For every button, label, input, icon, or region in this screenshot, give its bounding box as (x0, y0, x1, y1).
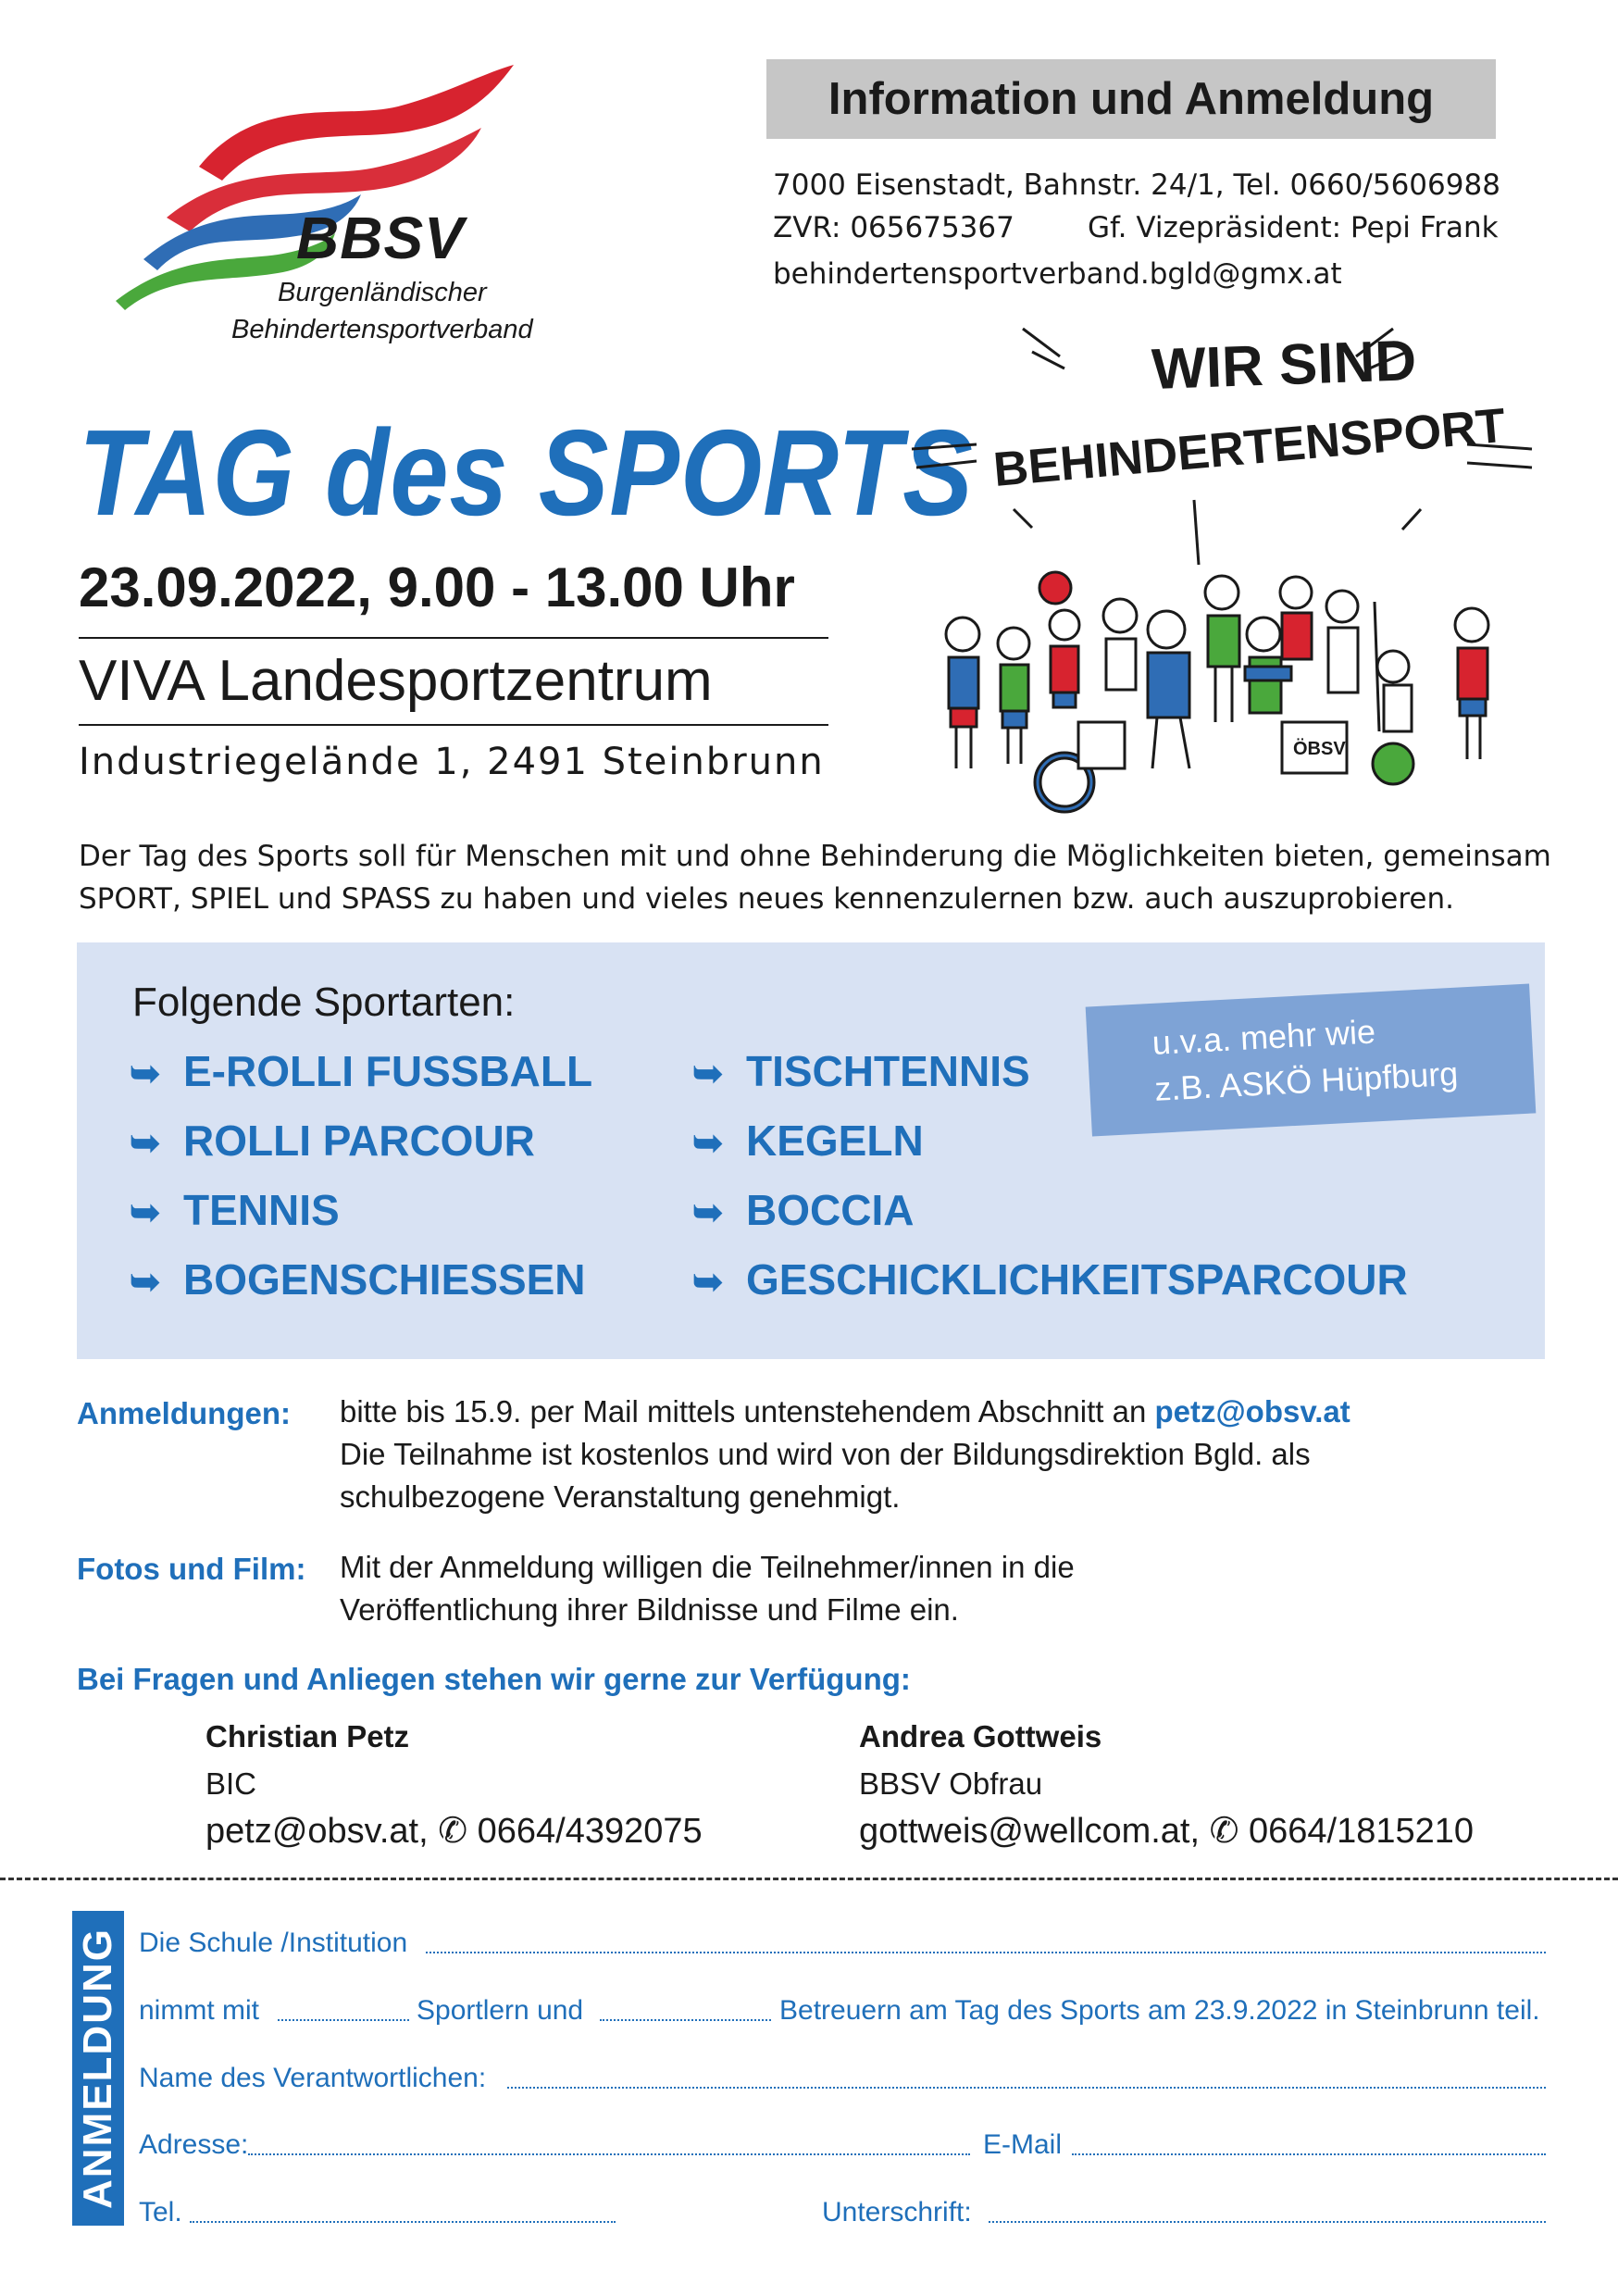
event-datetime: 23.09.2022, 9.00 - 13.00 Uhr (79, 556, 795, 618)
registration-mail-link[interactable]: petz@obsv.at (1154, 1394, 1350, 1429)
contact-role: BIC (205, 1766, 257, 1801)
form-athletes-label: Sportlern und (417, 1995, 584, 2026)
illustration (875, 287, 1587, 824)
sport-item: ➥ BOCCIA (692, 1186, 915, 1234)
info-vicepresident: Gf. Vizepräsident: Pepi Frank (1088, 211, 1499, 244)
form-email-label: E-Mail (983, 2129, 1063, 2160)
sports-heading: Folgende Sportarten: (132, 980, 516, 1025)
sport-item: ➥ GESCHICKLICHKEITSPARCOUR (692, 1255, 1408, 1304)
illustration-text-line2: BEHINDERTENSPORT (990, 398, 1508, 497)
arrow-icon: ➥ (130, 1262, 161, 1303)
event-venue: VIVA Landesportzentrum (79, 649, 713, 713)
form-school-field[interactable] (426, 1952, 1546, 1953)
info-heading: Information und Anmeldung (766, 59, 1496, 139)
photos-line1: Mit der Anmeldung willigen die Teilnehmer/innen in die (340, 1550, 1075, 1584)
arrow-icon: ➥ (130, 1192, 161, 1233)
logo-abbreviation: BBSV (296, 205, 465, 271)
photos-label: Fotos und Film: (77, 1552, 306, 1586)
sport-item: ➥ TENNIS (130, 1186, 340, 1234)
illustration-badge: ÖBSV (1293, 739, 1346, 759)
logo-name-line1: Burgenländischer (278, 278, 487, 307)
arrow-icon: ➥ (130, 1054, 161, 1094)
event-title: TAG des SPORTS (79, 405, 974, 541)
photos-line2: Veröffentlichung ihrer Bildnisse und Filme ein. (340, 1592, 959, 1627)
contact-details[interactable]: petz@obsv.at, ✆ 0664/4392075 (205, 1812, 703, 1851)
form-signature-label: Unterschrift: (822, 2197, 972, 2227)
cut-line (0, 1878, 1618, 1880)
arrow-icon: ➥ (692, 1262, 724, 1303)
contact-heading: Bei Fragen und Anliegen stehen wir gerne zur Verfügung: (77, 1662, 911, 1696)
form-companions-count-field[interactable] (600, 2019, 771, 2021)
info-email: behindertensportverband.bgld@gmx.at (773, 257, 1342, 291)
registration-label: Anmeldungen: (77, 1396, 291, 1430)
more-activities-box (1086, 984, 1537, 1137)
form-signature-field[interactable] (989, 2221, 1546, 2223)
form-address-field[interactable] (248, 2153, 970, 2155)
divider (79, 637, 828, 639)
registration-text (340, 1391, 1543, 1518)
form-responsible-field[interactable] (507, 2087, 1546, 2089)
form-school-label: Die Schule /Institution (139, 1928, 408, 1958)
registration-line3: schulbezogene Veranstaltung genehmigt. (340, 1479, 901, 1514)
more-line1: u.v.a. mehr wie (1151, 1012, 1376, 1062)
intro-text: Der Tag des Sports soll für Menschen mit und ohne Behinderung die Möglichkeiten bieten, gemeinsam SPORT, SPIEL und SPASS zu haben und vieles neues kennenzulernen bzw. auch auszuprobieren. (79, 840, 1551, 916)
contact-name: Christian Petz (205, 1719, 410, 1753)
form-athletes-count-field[interactable] (278, 2019, 409, 2021)
sport-item: ➥ KEGELN (692, 1117, 924, 1165)
form-companions-label: Betreuern am Tag des Sports am 23.9.2022 in Steinbrunn teil. (779, 1995, 1540, 2026)
info-zvr: ZVR: 065675367 (773, 211, 1014, 244)
event-address: Industriegelände 1, 2491 Steinbrunn (79, 741, 825, 783)
contact-name: Andrea Gottweis (859, 1719, 1102, 1753)
registration-line1: bitte bis 15.9. per Mail mittels untenstehendem Abschnitt an (340, 1394, 1155, 1429)
info-address: 7000 Eisenstadt, Bahnstr. 24/1, Tel. 0660/5606988 (773, 168, 1500, 202)
more-line2: z.B. ASKÖ Hüpfburg (1153, 1054, 1460, 1108)
sport-item: ➥ BOGENSCHIESSEN (130, 1255, 586, 1304)
photos-text (340, 1546, 1543, 1631)
contact-role: BBSV Obfrau (859, 1766, 1043, 1801)
athletes-illustration-icon (875, 287, 1587, 824)
sport-item: ➥ ROLLI PARCOUR (130, 1117, 535, 1165)
registration-form-label: ANMELDUNG (72, 1911, 124, 2226)
arrow-icon: ➥ (130, 1123, 161, 1164)
form-phone-field[interactable] (190, 2221, 616, 2223)
form-takes-label: nimmt mit (139, 1995, 259, 2026)
form-phone-label: Tel. (139, 2197, 182, 2227)
contact-details[interactable]: gottweis@wellcom.at, ✆ 0664/1815210 (859, 1812, 1475, 1851)
sport-item: ➥ E-ROLLI FUSSBALL (130, 1047, 593, 1095)
illustration-text-line1: WIR SIND (1151, 329, 1418, 402)
arrow-icon: ➥ (692, 1054, 724, 1094)
logo-name-line2: Behindertensportverband (231, 315, 533, 344)
divider (79, 724, 828, 726)
form-responsible-label: Name des Verantwortlichen: (139, 2063, 487, 2093)
arrow-icon: ➥ (692, 1192, 724, 1233)
form-address-label: Adresse: (139, 2129, 249, 2160)
sport-item: ➥ TISCHTENNIS (692, 1047, 1030, 1095)
arrow-icon: ➥ (692, 1123, 724, 1164)
form-email-field[interactable] (1072, 2153, 1546, 2155)
registration-line2: Die Teilnahme ist kostenlos und wird von der Bildungsdirektion Bgld. als (340, 1437, 1311, 1471)
